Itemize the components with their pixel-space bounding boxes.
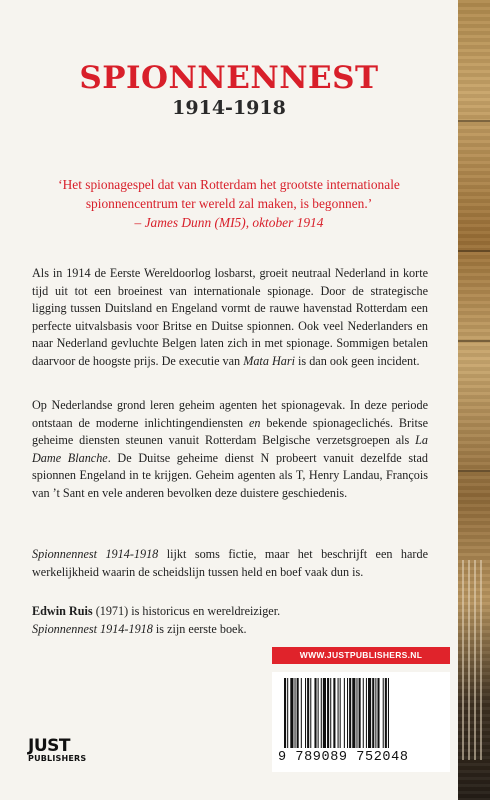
author-bio-text: is zijn eerste boek. bbox=[152, 621, 247, 636]
publisher-logo-word: JUST bbox=[28, 736, 70, 756]
book-years: 1914-1918 bbox=[172, 97, 286, 119]
emphasis-name: Mata Hari bbox=[243, 353, 295, 368]
quote-block bbox=[20, 175, 438, 232]
book-title-inline: Spionnennest 1914-1918 bbox=[32, 621, 153, 636]
author-bio-text: (1971) is historicus en wereldreiziger. bbox=[92, 604, 281, 618]
quote-attribution: – James Dunn (MI5), oktober 1914 bbox=[134, 215, 324, 230]
isbn-number: 9 789089 752048 bbox=[278, 750, 409, 765]
blurb-text: Op Nederlandse grond leren geheim agenten het spionagevak. In deze periode ontstaan de moderne inlichtingendiensten bbox=[32, 398, 428, 430]
blurb-paragraph-1 bbox=[32, 265, 428, 370]
quote-line-1: ‘Het spionagespel dat van Rotterdam het grootste internationale bbox=[58, 177, 400, 192]
blurb-text: lijkt soms fictie, maar het beschrijft een harde werkelijkheid waarin de scheidslijn tussen held en boef vaak dun is. bbox=[32, 547, 428, 579]
blurb-paragraph-3 bbox=[32, 546, 428, 581]
blurb-text: Als in 1914 de Eerste Wereldoorlog losbarst, groeit neutraal Nederland in korte tijd uit tot een broeinest van internationale spionage. Door de strategische ligging tussen Duitsland en Engeland vormt de rauwe havenstad Rotterdam een perfecte uitvalsbasis voor Britse en Duitse spionnen. Ook veel Nederlanders en naar Nederland gevluchte Belgen laten zich in met spionage. Sommigen betalen daarvoor de hoogste prijs. De executie van bbox=[32, 266, 428, 368]
railing-image bbox=[462, 560, 486, 760]
book-title-inline: Spionnennest 1914-1918 bbox=[32, 547, 159, 561]
book-title: SPIONNENNEST bbox=[79, 60, 379, 96]
publisher-logo-subword: PUBLISHERS bbox=[28, 754, 87, 763]
emphasis-name: La Dame Blanche bbox=[32, 433, 428, 465]
blurb-text: bekende spionageclichés. Britse geheime diensten steunen vanuit Rotterdam Belgische verzetsgroepen als bbox=[32, 415, 429, 447]
barcode-graphic bbox=[284, 678, 438, 750]
isbn-barcode bbox=[272, 672, 450, 772]
publisher-logo bbox=[28, 738, 98, 764]
emphasis-word: en bbox=[249, 415, 261, 430]
author-name: Edwin Ruis bbox=[32, 604, 93, 618]
blurb-text: . De Duitse geheime dienst N probeert vanuit dezelfde stad spionnen Engeland in te krijgen. Geheim agenten als T, Henry Landau, François van ’t Sant en vele anderen bevolken deze duistere geschiedenis. bbox=[32, 450, 428, 500]
blurb-paragraph-2 bbox=[32, 397, 428, 502]
publisher-url[interactable]: WWW.JUSTPUBLISHERS.NL bbox=[272, 647, 450, 664]
cover-photo-edge bbox=[458, 0, 490, 800]
author-bio bbox=[32, 603, 428, 638]
quote-line-2: spionnencentrum ter wereld zal maken, is begonnen.’ bbox=[85, 196, 373, 211]
blurb-text: is dan ook geen incident. bbox=[294, 353, 420, 368]
